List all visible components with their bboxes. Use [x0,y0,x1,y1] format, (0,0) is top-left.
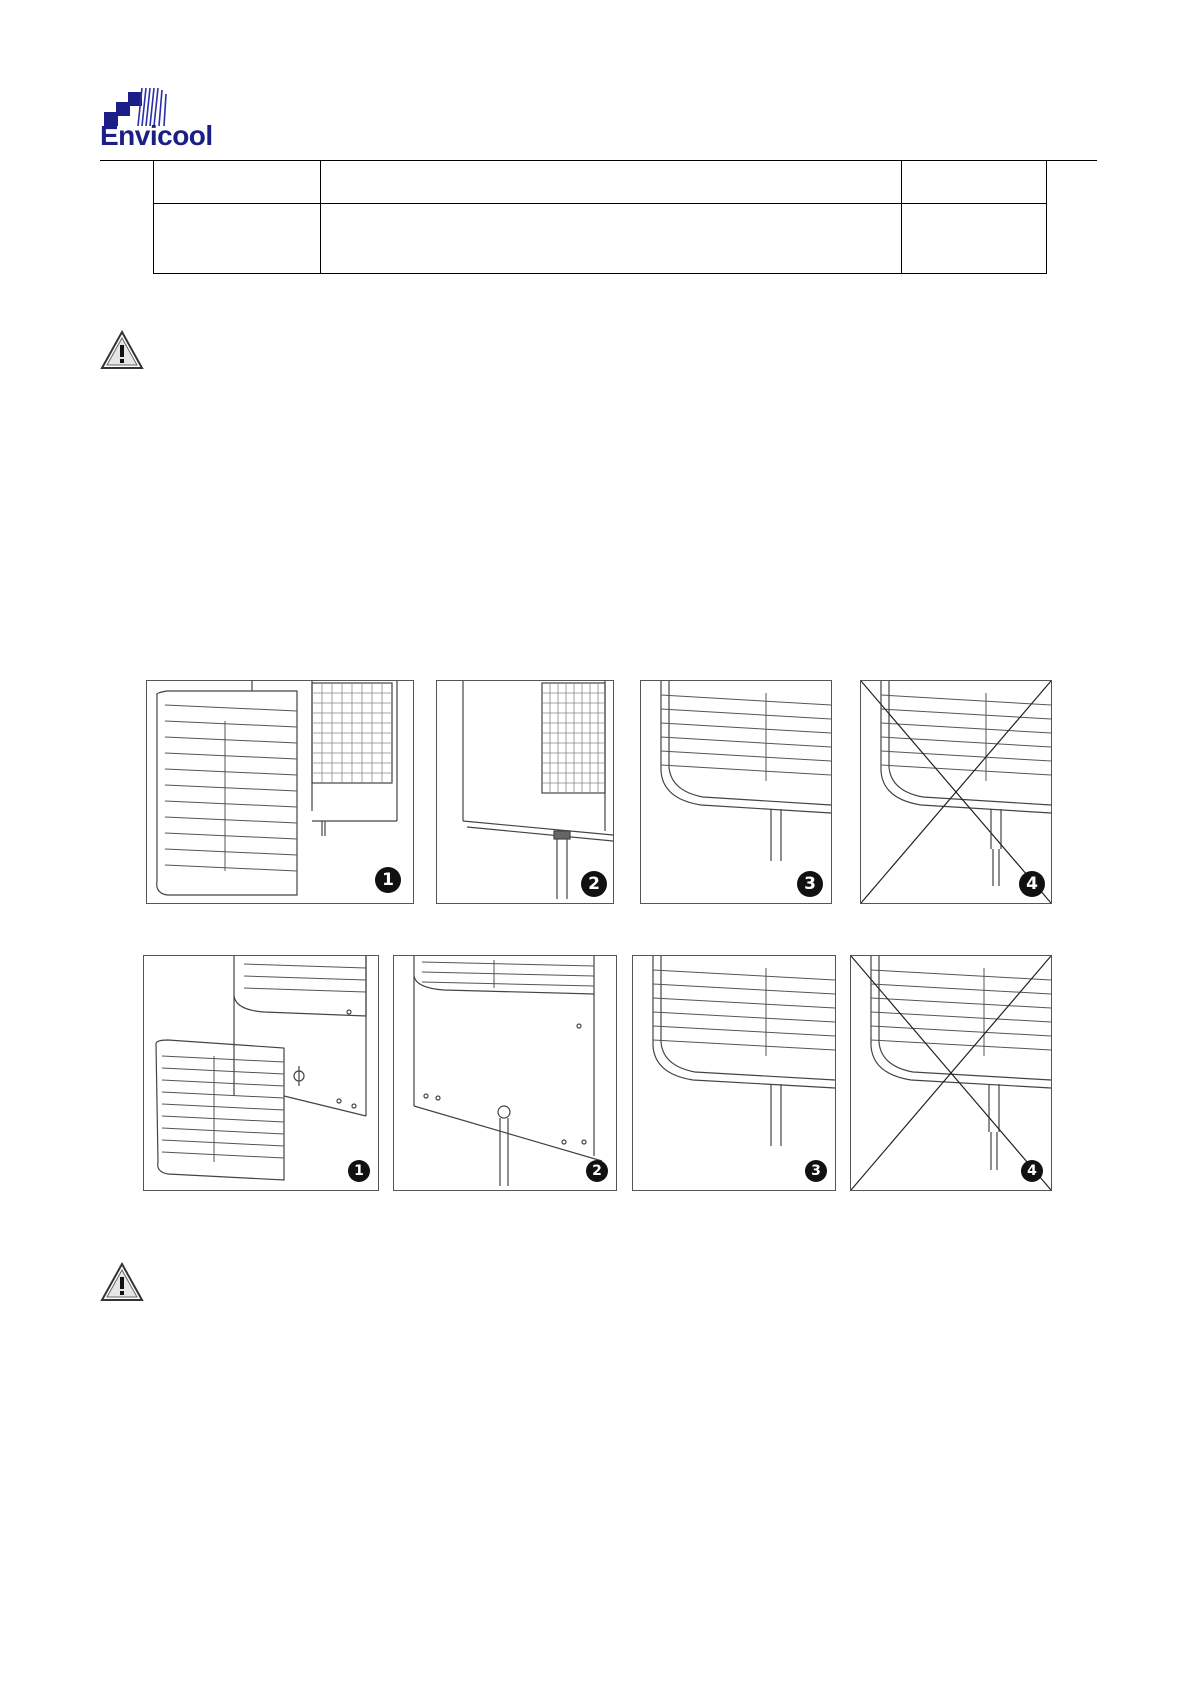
step-badge: 2 [581,871,607,897]
table-row [154,204,1047,274]
figure-step-3 [632,955,836,1191]
brand-wordmark: Envicool [100,120,213,151]
figure-step-2 [436,680,614,904]
warning-triangle-icon [100,1262,144,1302]
figure-step-4 [850,955,1052,1191]
table-cell [321,161,902,204]
step-badge: 3 [805,1160,827,1182]
step-badge: 1 [375,867,401,893]
warning-triangle-icon [100,330,144,370]
table-row [154,161,1047,204]
step-badge: 2 [586,1160,608,1182]
company-logo [100,84,220,152]
figure-step-3 [640,680,832,904]
table-cell [902,161,1047,204]
table-cell [902,204,1047,274]
figure-step-2 [393,955,617,1191]
step-badge: 4 [1021,1160,1043,1182]
figure-step-1 [146,680,414,904]
step-badge: 3 [797,871,823,897]
table-cell [321,204,902,274]
spec-table [153,160,1047,274]
figure-step-4 [860,680,1052,904]
step-badge: 1 [348,1160,370,1182]
figure-step-1 [143,955,379,1191]
table-cell [154,161,321,204]
table-cell [154,204,321,274]
step-badge: 4 [1019,871,1045,897]
